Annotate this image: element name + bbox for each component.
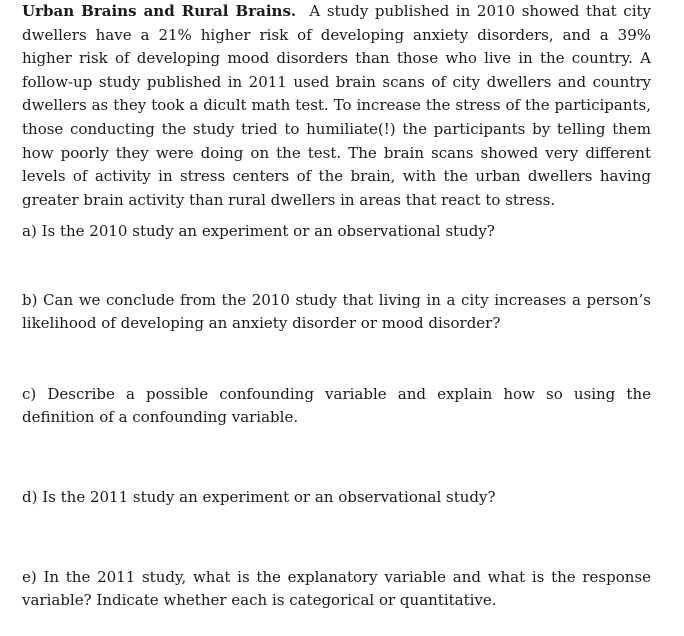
question-b-text: Can we conclude from the 2010 study that living in a city increases a person’s likelihood of developing an anxiety disorder or mood disorder?	[22, 291, 651, 333]
question-a-label: a)	[22, 222, 37, 241]
question-b-label: b)	[22, 291, 38, 310]
question-d-text: Is the 2011 study an experiment or an observational study?	[42, 488, 496, 507]
question-a-text: Is the 2010 study an experiment or an observational study?	[41, 222, 495, 241]
intro-title: Urban Brains and Rural Brains.	[22, 2, 297, 20]
question-e-text: In the 2011 study, what is the explanatory variable and what is the response variable? Indicate whether each is categorical or quantitative.	[22, 568, 651, 610]
question-c-label: c)	[22, 385, 37, 404]
question-a	[22, 220, 651, 243]
intro-text: A study published in 2010 showed that city dwellers have a 21% higher risk of developing anxiety disorders, and a 39% higher risk of developing mood disorders than those who live in the country. A follow-up study published in 2011 used brain scans of city dwellers and country dwellers as they took a dicult math test. To increase the stress of the participants, those conducting the study tried to humiliate(!) the participants by telling them how poorly they were doing on the test. The brain scans showed very different levels of activity in stress centers of the brain, with the urban dwellers having greater brain activity than rural dwellers in areas that react to stress.	[22, 2, 651, 209]
question-d	[22, 486, 651, 509]
question-c-text: Describe a possible confounding variable and explain how so using the definition of a confounding variable.	[22, 385, 651, 427]
question-e	[22, 566, 651, 612]
question-b	[22, 289, 651, 335]
document-page	[22, 0, 651, 612]
question-e-label: e)	[22, 568, 37, 587]
question-d-label: d)	[22, 488, 38, 507]
question-c	[22, 383, 651, 429]
intro-paragraph	[22, 0, 651, 212]
